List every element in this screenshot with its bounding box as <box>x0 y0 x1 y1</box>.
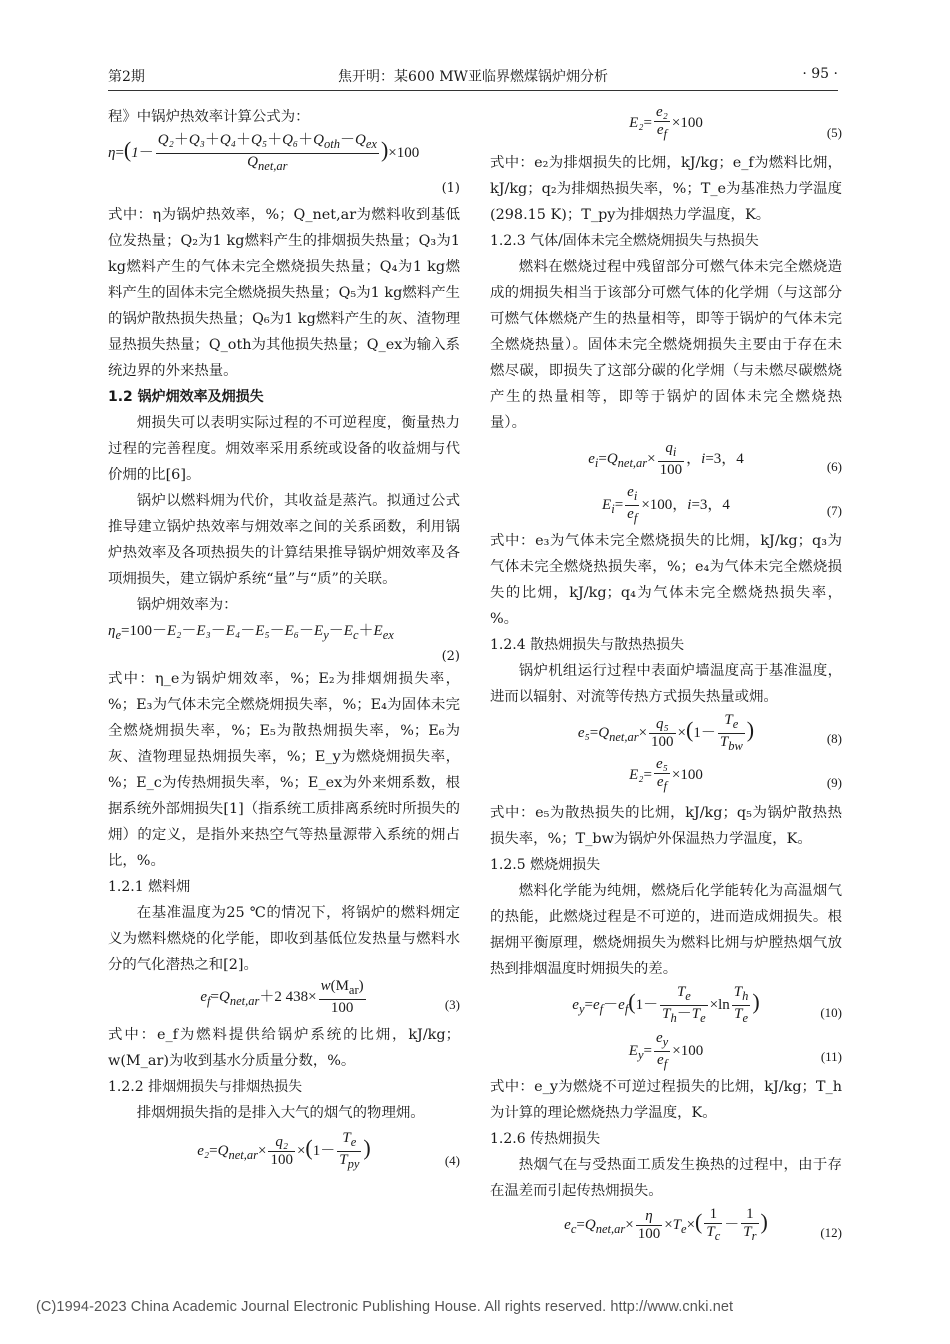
paragraph: 燃料在燃烧过程中残留部分可燃气体未完全燃烧造成的㶲损失相当于该部分可燃气体的化学㶲（与这部分可燃气体燃烧产生的热量相等，即等于锅炉的气体未完全燃烧热量）。固体未完全燃烧㶲损失主要由于存在未燃尽碳，即损失了这部分碳的化学㶲（与未燃尽碳燃烧产生的热量相等，即等于锅炉的固体未完全燃烧热量）。 <box>490 259 842 431</box>
equation-number: (1) <box>441 181 460 196</box>
section-heading: 1.2.3 气体/固体未完全燃烧㶲损失与热损失 <box>490 233 759 249</box>
paragraph: 式中：η_e为锅炉㶲效率，%；E₂为排烟㶲损失率，%；E₃为气体未完全燃烧㶲损失率，%；E₄为固体未完全燃烧㶲损失率，%；E₅为散热㶲损失率，%；E₆为灰、渣物理显热㶲损失率，%；E_y为燃烧㶲损失率，%；E_c为传热㶲损失率，%；E_ex为外来㶲系数，根据系统外部㶲损失[1]（指系统工质排离系统时所损失的㶲）的定义，是指外来热空气等热量源带入系统的㶲占比，%。 <box>108 671 460 869</box>
paragraph: 式中：e_y为燃烧不可逆过程损失的比㶲，kJ/kg；T_h为计算的理论燃烧热力学温度，K。 <box>490 1079 842 1121</box>
right-column <box>490 104 842 1250</box>
equation-8: $e_5=Q_{net,ar}\times$ $\frac{\text{q₅}}{100}$ ×(1－ $\frac{T_e}{T_{bw}}$ ) (8) <box>577 712 842 753</box>
paragraph: 㶲损失可以表明实际过程的不可逆程度，衡量热力过程的完善程度。㶲效率采用系统或设备的收益㶲与代价㶲的比[6]。 <box>108 415 460 483</box>
equation-1: η=(1－ $\frac{Q_2+Q_3+Q_4+Q_5+Q_6+Q_{oth}-Q_{ex}}{Q_{net,ar}}$ )×100 <box>108 132 420 173</box>
section-heading: 1.2.2 排烟㶲损失与排烟热损失 <box>108 1079 303 1095</box>
equation-10: $e_y=e_f-e_f(1-$ $\frac{T_e}{T_h-T_e}$ ×ln $\frac{T_h}{T_e}$ ) (10) <box>572 984 842 1025</box>
section-heading: 1.2.6 传热㶲损失 <box>490 1131 601 1147</box>
running-title: 焦开明：某600 MW亚临界燃煤锅炉㶲分析 <box>338 69 608 85</box>
section-heading: 1.2.5 燃烧㶲损失 <box>490 857 601 873</box>
paragraph: 排烟㶲损失指的是排入大气的烟气的物理㶲。 <box>136 1105 425 1121</box>
equation-3: $e_f=Q_{net,ar}+2$ 438× $\frac{w(M_{ar})}{100}$ (3) <box>200 978 460 1016</box>
equation-2: $\eta_e=100-E_2-E_3-E_4-E_5-E_6-E_y-E_c+E_{ex}$ <box>108 623 394 642</box>
equation-5: E₂= $\frac{\text{e₂}}{e_f}$ ×100 (5) <box>629 104 842 141</box>
equation-12: $e_c=Q_{net,ar}\times$ $\frac{\eta}{100}$ $\times T_e\times$( $\frac{1}{T_c}$ － $\frac{1}{T_r}$ ) (12) <box>564 1206 842 1243</box>
paragraph: 程》中锅炉热效率计算公式为： <box>108 109 310 125</box>
paragraph: 式中：η为锅炉热效率，%；Q_net,ar为燃料收到基低位发热量；Q₂为1 kg燃料产生的排烟损失热量；Q₃为1 kg燃料产生的气体未完全燃烧损失热量；Q₄为1 kg燃料产生的固体未完全燃烧损失热量；Q₅为1 kg燃料产生的锅炉散热损失热量；Q₆为1 kg燃料产生的灰、渣物理显热损失热量；Q_oth为其他损失热量；Q_ex为输入系统边界的外来热量。 <box>108 207 460 379</box>
paragraph: 在基准温度为25 ℃的情况下，将锅炉的燃料㶲定义为燃料燃烧的化学能，即收到基低位发热量与燃料水分的气化潜热之和[2]。 <box>108 905 460 973</box>
paragraph: 燃料化学能为纯㶲，燃烧后化学能转化为高温烟气的热能，此燃烧过程是不可逆的，进而造成㶲损失。根据㶲平衡原理，燃烧㶲损失为燃料比㶲与炉膛热烟气放热到排烟温度时㶲损失的差。 <box>490 883 842 977</box>
equation-4: $e_2=Q_{net,ar}\times$ $\frac{\text{q₂}}{100}$ ×(1－ $\frac{T_e}{T_{py}}$ ) (4) <box>197 1130 460 1171</box>
paragraph: 式中：e_f为燃料提供给锅炉系统的比㶲，kJ/kg；w(M_ar)为收到基水分质量分数，%。 <box>108 1027 460 1069</box>
paragraph: 锅炉以燃料㶲为代价，其收益是蒸汽。拟通过公式推导建立锅炉热效率与㶲效率之间的关系函数，利用锅炉热效率及各项热损失的计算结果推导锅炉㶲效率及各项㶲损失，建立锅炉系统“量”与“质”的关联。 <box>108 493 460 587</box>
paragraph: 式中：e₅为散热损失的比㶲，kJ/kg；q₅为锅炉散热热损失率，%；T_bw为锅炉外保温热力学温度，K。 <box>490 805 842 847</box>
section-heading: 1.2.4 散热㶲损失与散热热损失 <box>490 637 685 653</box>
paragraph: 式中：e₂为排烟损失的比㶲，kJ/kg；e_f为燃料比㶲，kJ/kg；q₂为排烟热损失率，%；T_e为基准热力学温度(298.15 K)；T_py为排烟热力学温度，K。 <box>490 155 842 223</box>
equation-6: $e_i=Q_{net,ar}\times$ $\frac{q_i}{100}$ ，i=3，4 (6) <box>588 440 842 478</box>
paragraph: 锅炉㶲效率为： <box>136 597 238 613</box>
left-column <box>108 104 460 1178</box>
issue-number: 第2期 <box>108 69 145 85</box>
section-heading: 1.2.1 燃料㶲 <box>108 879 191 895</box>
section-heading: 1.2 锅炉㶲效率及㶲损失 <box>108 389 264 405</box>
paragraph: 式中：e₃为气体未完全燃烧损失的比㶲，kJ/kg；q₃为气体未完全燃烧热损失率，%；e₄为气体未完全燃烧损失的比㶲，kJ/kg；q₄为气体未完全燃烧热损失率，%。 <box>490 533 842 627</box>
paragraph: 锅炉机组运行过程中表面炉墙温度高于基准温度，进而以辐射、对流等传热方式损失热量或㶲。 <box>490 663 842 705</box>
page-number: · 95 · <box>802 66 838 82</box>
equation-9: E₂= $\frac{\text{e₅}}{e_f}$ ×100 (9) <box>629 756 842 793</box>
equation-7: $E_i=$ $\frac{e_i}{e_f}$ ×100，i=3，4 (7) <box>602 484 842 525</box>
header-rule <box>108 90 838 91</box>
equation-number: (2) <box>441 649 460 664</box>
copyright-footer: (C)1994-2023 China Academic Journal Electronic Publishing House. All rights reserved. http://www.cnki.net <box>36 1299 734 1315</box>
equation-11: $E_y=$ $\frac{e_y}{e_f}$ ×100 (11) <box>628 1030 842 1071</box>
paragraph: 热烟气在与受热面工质发生换热的过程中，由于存在温差而引起传热㶲损失。 <box>490 1157 842 1199</box>
